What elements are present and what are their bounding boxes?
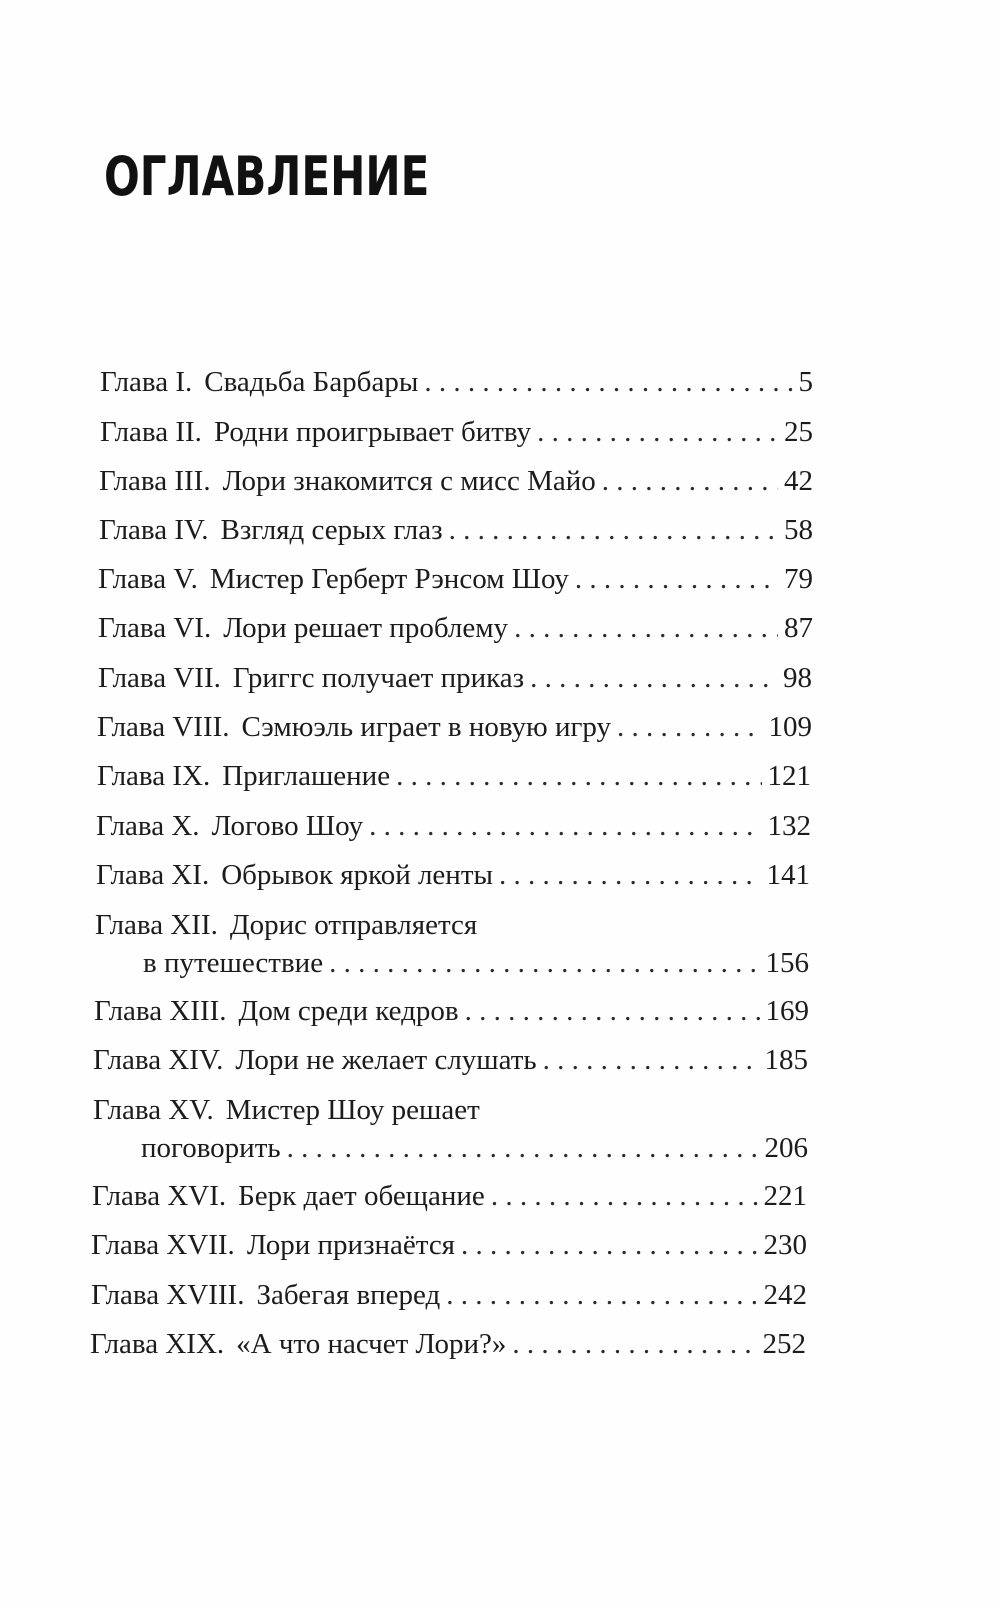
dot-leader [617, 713, 763, 742]
dot-leader [461, 1231, 757, 1260]
toc-entry [97, 713, 812, 747]
toc-entry [96, 812, 811, 846]
dot-leader [369, 812, 761, 841]
dot-leader [287, 1134, 759, 1163]
chapter-number: Глава X. [96, 810, 200, 842]
dot-leader [396, 762, 761, 791]
toc-entry [90, 1330, 806, 1364]
chapter-title: Приглашение [222, 760, 391, 792]
page-number: 156 [765, 947, 809, 979]
chapter-number: Глава XIX. [90, 1328, 225, 1360]
page-number: 109 [768, 711, 812, 743]
page-number: 185 [764, 1044, 808, 1076]
toc-entry [97, 762, 811, 796]
toc-entry [100, 418, 813, 452]
toc-entry [91, 1281, 807, 1315]
chapter-title: Дорис отправляется [229, 909, 478, 941]
toc-entry [98, 664, 812, 698]
toc-entry [91, 1231, 807, 1265]
chapter-title: Берк дает обещание [238, 1180, 485, 1212]
chapter-title: Сэмюэль играет в новую игру [241, 711, 611, 743]
dot-leader [514, 614, 778, 643]
chapter-title: Мистер Шоу решает [225, 1094, 480, 1126]
page-title: ОГЛАВЛЕНИЕ [104, 145, 430, 208]
toc-entry [99, 467, 813, 501]
page-number: 252 [762, 1328, 806, 1360]
dot-leader [602, 467, 778, 496]
chapter-number: Глава II. [100, 416, 202, 448]
toc-entry [99, 516, 813, 550]
chapter-title-continued: в путешествие [143, 947, 324, 979]
toc-entry [93, 1046, 808, 1080]
page-number: 221 [763, 1180, 807, 1212]
chapter-title: Свадьба Барбары [204, 366, 419, 398]
chapter-number: Глава IX. [97, 760, 211, 792]
chapter-number: Глава IV. [99, 514, 209, 546]
chapter-number: Глава VIII. [97, 711, 230, 743]
page-number: 87 [784, 612, 813, 644]
chapter-title: Взгляд серых глаз [220, 514, 443, 546]
page-number: 98 [783, 662, 812, 694]
chapter-title: Григгс получает приказ [232, 662, 525, 694]
chapter-number: Глава III. [99, 465, 211, 497]
dot-leader [449, 516, 778, 545]
dot-leader [329, 949, 759, 978]
toc-entry [98, 565, 813, 599]
chapter-title: Лори решает проблему [223, 612, 509, 644]
chapter-title: Лори не желает слушать [235, 1044, 537, 1076]
page-number: 169 [765, 995, 809, 1027]
chapter-title: «А что насчет Лори?» [236, 1328, 507, 1360]
toc-entry [92, 1182, 807, 1216]
toc-entry [96, 861, 810, 895]
dot-leader [491, 1182, 758, 1211]
chapter-title: Дом среди кедров [238, 995, 459, 1027]
chapter-number: Глава XVII. [91, 1229, 235, 1261]
chapter-title: Обрывок яркой ленты [221, 859, 493, 891]
chapter-title: Логово Шоу [211, 810, 364, 842]
chapter-number: Глава I. [100, 366, 193, 398]
page-number: 42 [784, 465, 813, 497]
page-number: 5 [798, 366, 813, 398]
chapter-number: Глава XV. [93, 1094, 214, 1126]
dot-leader [537, 418, 778, 447]
dot-leader [530, 664, 777, 693]
dot-leader [424, 368, 792, 397]
toc-entry [98, 614, 813, 648]
dot-leader [512, 1330, 756, 1359]
page-number: 230 [763, 1229, 807, 1261]
toc-entry [100, 368, 813, 402]
dot-leader [499, 861, 761, 890]
page-number: 79 [784, 563, 813, 595]
page-number: 206 [764, 1132, 808, 1164]
toc-entry [93, 1096, 808, 1168]
chapter-title: Забегая вперед [256, 1279, 441, 1311]
chapter-number: Глава XII. [95, 909, 218, 941]
page-number: 121 [767, 760, 811, 792]
chapter-title: Родни проигрывает битву [213, 416, 532, 448]
chapter-title: Лори признаётся [246, 1229, 456, 1261]
chapter-number: Глава XVI. [92, 1180, 227, 1212]
dot-leader [446, 1281, 757, 1310]
page-number: 242 [763, 1279, 807, 1311]
chapter-number: Глава XIII. [94, 995, 227, 1027]
chapter-title-continued: поговорить [141, 1132, 281, 1164]
dot-leader [543, 1046, 759, 1075]
page-number: 132 [767, 810, 811, 842]
chapter-number: Глава V. [98, 563, 198, 595]
chapter-number: Глава VI. [98, 612, 212, 644]
toc-entry [95, 911, 809, 983]
chapter-number: Глава XVIII. [91, 1279, 245, 1311]
chapter-number: Глава XI. [96, 859, 210, 891]
chapter-title: Мистер Герберт Рэнсом Шоу [209, 563, 569, 595]
page-number: 141 [766, 859, 810, 891]
page-number: 58 [784, 514, 813, 546]
page-number: 25 [784, 416, 813, 448]
chapter-number: Глава XIV. [93, 1044, 224, 1076]
dot-leader [575, 565, 778, 594]
chapter-number: Глава VII. [98, 662, 221, 694]
dot-leader [465, 997, 760, 1026]
toc-entry [94, 997, 809, 1031]
chapter-title: Лори знакомится с мисс Майо [222, 465, 596, 497]
